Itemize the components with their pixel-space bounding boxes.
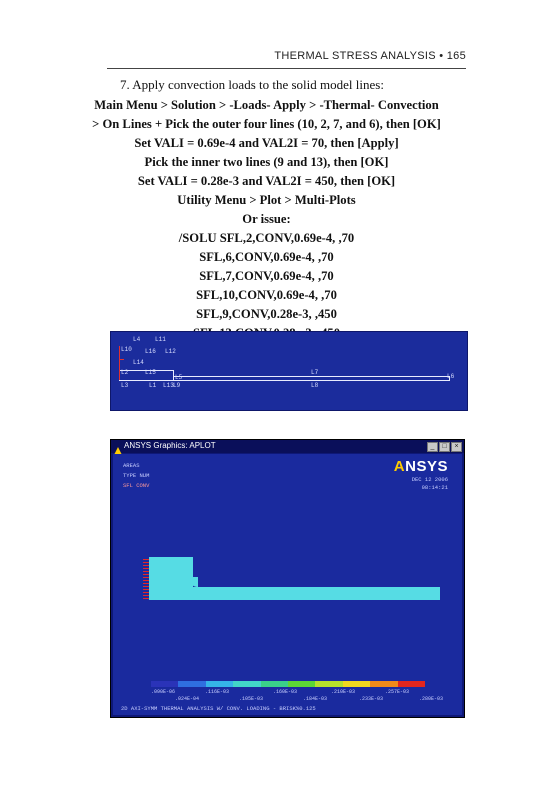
legend-value: .090E-06 bbox=[151, 689, 176, 695]
plot-footer-title: 2D AXI-SYMM THERMAL ANALYSIS W/ CONV. LOADING - BRISK%0.125 bbox=[121, 705, 316, 712]
ansys-app-icon bbox=[114, 442, 122, 450]
legend-swatch bbox=[343, 681, 370, 687]
maximize-button[interactable]: □ bbox=[439, 442, 450, 452]
legend-swatch bbox=[206, 681, 233, 687]
legend-swatch bbox=[151, 681, 178, 687]
line-label: L6 bbox=[447, 373, 455, 380]
command-line: SFL,9,CONV,0.28e-3, ,450 bbox=[196, 307, 337, 321]
legend-swatch bbox=[233, 681, 260, 687]
line-label: L12 bbox=[165, 348, 176, 355]
line-label: L2 bbox=[121, 369, 129, 376]
step-7-text: 7. Apply convection loads to the solid model lines: bbox=[120, 77, 384, 92]
line-label: L11 bbox=[155, 336, 166, 343]
command-line: /SOLU SFL,2,CONV,0.69e-4, ,70 bbox=[178, 231, 355, 245]
legend-value: .160E-03 bbox=[273, 689, 298, 695]
legend-swatch bbox=[178, 681, 205, 687]
sfl-conv-label: SFL CONV bbox=[123, 482, 150, 489]
line-label: L9 bbox=[173, 382, 181, 389]
ansys-graphics-window bbox=[110, 439, 465, 718]
line-label: L8 bbox=[311, 382, 319, 389]
line-label: L15 bbox=[145, 369, 156, 376]
close-button[interactable]: × bbox=[451, 442, 462, 452]
graphics-canvas[interactable] bbox=[113, 454, 462, 715]
line-label: L16 bbox=[145, 348, 156, 355]
command-line: SFL,6,CONV,0.69e-4, ,70 bbox=[199, 250, 334, 264]
command-line: SFL,10,CONV,0.69e-4, ,70 bbox=[196, 288, 337, 302]
line-label: L3 bbox=[121, 382, 129, 389]
legend-value: .233E-03 bbox=[359, 696, 384, 702]
window-titlebar[interactable] bbox=[111, 440, 464, 453]
line-label: L13 bbox=[163, 382, 174, 389]
line-label: L5 bbox=[175, 374, 183, 381]
legend-value: .257E-03 bbox=[385, 689, 410, 695]
model-line bbox=[119, 380, 449, 381]
convection-line bbox=[119, 346, 120, 380]
instruction-line: Set VALI = 0.69e-4 and VAL2I = 70, then [Apply] bbox=[134, 136, 399, 150]
legend-value: .105E-03 bbox=[239, 696, 264, 702]
model-area bbox=[149, 587, 440, 600]
legend-value: .024E-04 bbox=[175, 696, 200, 702]
instruction-line: Pick the inner two lines (9 and 13), then [OK] bbox=[144, 155, 389, 169]
line-label: L14 bbox=[133, 359, 144, 366]
model-line bbox=[173, 370, 174, 380]
ansys-logo: ANSYS bbox=[393, 458, 448, 475]
legend-swatch bbox=[261, 681, 288, 687]
model-line bbox=[173, 376, 449, 377]
running-head-text: THERMAL STRESS ANALYSIS • 165 bbox=[274, 50, 466, 62]
legend-value: .280E-03 bbox=[419, 696, 444, 702]
legend-value: .210E-03 bbox=[331, 689, 356, 695]
instruction-line: Or issue: bbox=[242, 212, 291, 226]
legend-swatch bbox=[370, 681, 397, 687]
header-rule bbox=[107, 68, 466, 69]
legend-swatch bbox=[288, 681, 315, 687]
legend-value: .116E-03 bbox=[205, 689, 230, 695]
date-label: DEC 12 2006 bbox=[411, 476, 448, 483]
line-label: L10 bbox=[121, 346, 132, 353]
line-label: L7 bbox=[311, 369, 319, 376]
instruction-line: Utility Menu > Plot > Multi-Plots bbox=[177, 193, 356, 207]
running-head bbox=[0, 50, 533, 64]
window-title: ANSYS Graphics: APLOT bbox=[124, 441, 216, 450]
line-label: L1 bbox=[149, 382, 157, 389]
instruction-line: Main Menu > Solution > -Loads- Apply > -Thermal- Convection bbox=[94, 98, 439, 112]
convection-marks bbox=[143, 559, 149, 599]
legend-swatch bbox=[398, 681, 425, 687]
minimize-button[interactable]: _ bbox=[427, 442, 438, 452]
convection-line bbox=[119, 359, 124, 360]
instruction-block bbox=[0, 96, 533, 362]
color-legend-bar bbox=[151, 681, 425, 687]
line-label: L4 bbox=[133, 336, 141, 343]
type-num-label: TYPE NUM bbox=[123, 472, 150, 479]
instruction-line: Set VALI = 0.28e-3 and VAL2I = 450, then [OK] bbox=[137, 174, 396, 188]
model-lines-plot bbox=[110, 331, 468, 411]
instruction-line: > On Lines + Pick the outer four lines (10, 2, 7, and 6), then [OK] bbox=[92, 117, 441, 131]
legend-swatch bbox=[315, 681, 342, 687]
legend-value: .184E-03 bbox=[303, 696, 328, 702]
command-line: SFL,7,CONV,0.69e-4, ,70 bbox=[199, 269, 334, 283]
time-label: 08:14:21 bbox=[421, 484, 448, 491]
areas-label: AREAS bbox=[123, 462, 140, 469]
